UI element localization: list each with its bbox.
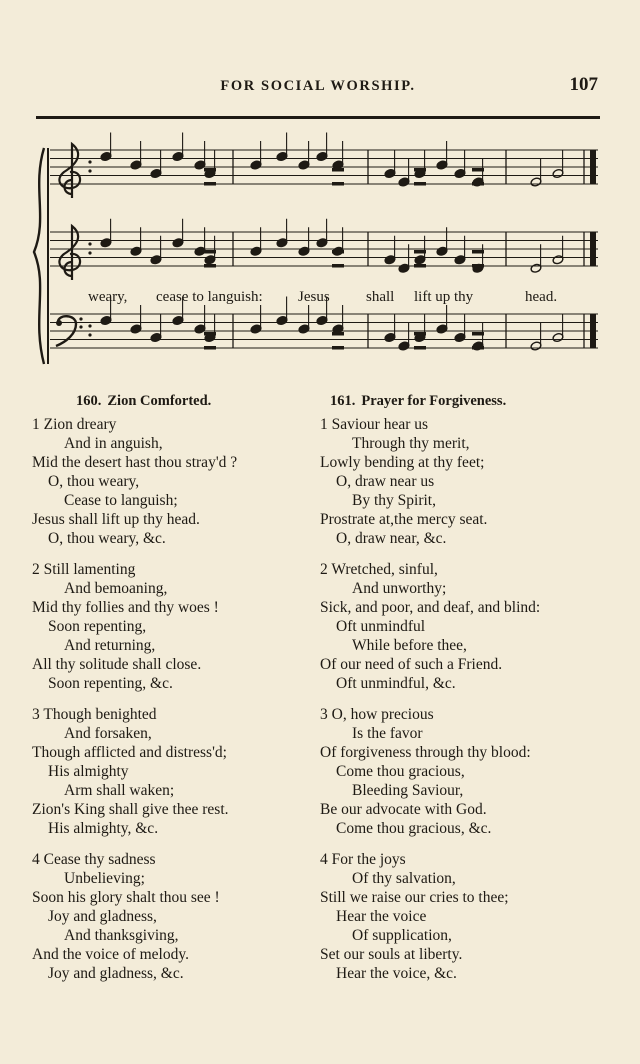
verse-line: Joy and gladness, [48,908,157,925]
stanza [320,705,610,838]
lyric-word: weary, [88,289,128,305]
verse-line: Of supplication, [352,927,452,944]
verse-line: 1 Zion dreary [32,416,117,433]
verse-line: Though afflicted and distress'd; [32,744,227,761]
verse-line: By thy Spirit, [352,492,436,509]
stanza [32,560,304,693]
verse-line: Come thou gracious, [336,763,465,780]
lyric-word: cease to languish: [156,289,263,305]
verse-line: And thanksgiving, [64,927,179,944]
page-number: 107 [569,74,598,95]
verse-line: And forsaken, [64,725,152,742]
hymn-number: 161. [330,393,356,409]
verse-line: O, thou weary, &c. [48,530,166,547]
hymn-title [320,392,610,411]
hymn-160 [32,392,304,995]
verse-line: And the voice of melody. [32,946,189,963]
verse-line: And returning, [64,637,156,654]
stanza [32,415,304,548]
verse-line: Prostrate at,the mercy seat. [320,511,488,528]
running-title: FOR SOCIAL WORSHIP. [220,78,416,94]
hymn-title-text: Prayer for Forgiveness. [361,393,507,409]
verse-line: Through thy merit, [352,435,470,452]
stanza [320,850,610,983]
verse-line: O, thou weary, [48,473,140,490]
verse-line: While before thee, [352,637,467,654]
hymn-title-text: Zion Comforted. [107,393,212,409]
stanza [320,560,610,693]
verse-line: Soon his glory shalt thou see ! [32,889,220,906]
verse-line: Mid thy follies and thy woes ! [32,599,219,616]
hymn-title [32,392,304,411]
verse-line: O, draw near, &c. [336,530,447,547]
verse-line: Joy and gladness, &c. [48,965,184,982]
verse-line: Be our advocate with God. [320,801,487,818]
stanza [32,705,304,838]
verse-line: Still we raise our cries to thee; [320,889,509,906]
verse-line: And bemoaning, [64,580,168,597]
verse-line: Arm shall waken; [64,782,175,799]
verse-line: 2 Wretched, sinful, [320,561,438,578]
lyric-word: shall [366,289,395,305]
verse-line: His almighty, &c. [48,820,159,837]
staff-treble-2 [50,219,598,280]
verse-line: Oft unmindful, &c. [336,675,456,692]
verse-line: And in anguish, [64,435,163,452]
verse-line: Hear the voice [336,908,427,925]
verse-line: Soon repenting, &c. [48,675,173,692]
music-score [28,128,606,378]
verse-line: Hear the voice, &c. [336,965,457,982]
page-header [36,74,600,100]
verse-line: Sick, and poor, and deaf, and blind: [320,599,541,616]
verse-line: 4 Cease thy sadness [32,851,156,868]
verse-line: Oft unmindful [336,618,426,635]
verse-line: 4 For the joys [320,851,406,868]
verse-line: 3 O, how precious [320,706,434,723]
verse-line: Mid the desert hast thou stray'd ? [32,454,238,471]
verse-line: All thy solitude shall close. [32,656,202,673]
verse-line: Come thou gracious, &c. [336,820,492,837]
verse-line: 1 Saviour hear us [320,416,429,433]
lyric-word: lift up thy [414,289,474,305]
staff-treble-1 [50,133,598,199]
verse-line: Lowly bending at thy feet; [320,454,485,471]
lyric-word: head. [525,289,558,305]
verse-line: 3 Though benighted [32,706,157,723]
verse-line: Of forgiveness through thy blood: [320,744,531,761]
verse-line: Set our souls at liberty. [320,946,463,963]
verse-line: Jesus shall lift up thy head. [32,511,200,528]
verse-line: Soon repenting, [48,618,147,635]
verse-line: And unworthy; [352,580,447,597]
header-rule [36,116,600,119]
hymn-number: 160. [76,393,102,409]
system-brace [34,148,48,364]
verse-line: 2 Still lamenting [32,561,136,578]
verse-line: O, draw near us [336,473,435,490]
verse-line: Of thy salvation, [352,870,456,887]
verse-line: Is the favor [352,725,423,742]
stanza [320,415,610,548]
verse-line: Bleeding Saviour, [352,782,464,799]
verse-line: Of our need of such a Friend. [320,656,503,673]
verse-line: His almighty [48,763,129,780]
verse-line: Cease to languish; [64,492,178,509]
verse-line: Unbelieving; [64,870,145,887]
hymn-161 [320,392,610,995]
lyric-word: Jesus [298,289,330,305]
stanza [32,850,304,983]
verse-line: Zion's King shall give thee rest. [32,801,229,818]
lyric-underlay [88,289,557,305]
